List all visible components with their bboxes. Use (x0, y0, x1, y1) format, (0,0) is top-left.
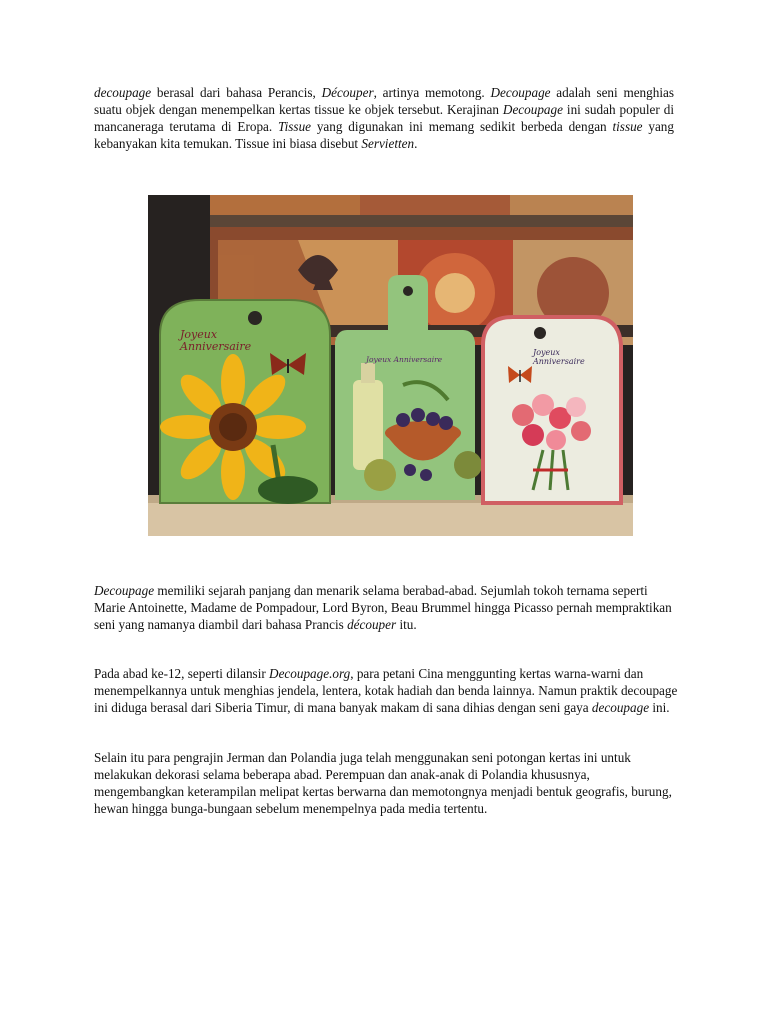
intro-paragraph (94, 84, 674, 152)
term-decouper: découper (347, 617, 397, 632)
text-run: ini sudah populer di mancaneraga terutama di Eropa. (94, 102, 674, 134)
text-run: , para petani Cina menggunting kertas warna-warni dan menempelkannya untuk menghias jendela, lentera, kotak hadiah dan benda lainnya. Namun praktik decoupage ini diduga berasal dari Siberia Timur, di mana banyak makam di sana dihias dengan seni gaya (94, 666, 678, 715)
text-run: yang digunakan ini memang sedikit berbeda dengan (311, 119, 613, 134)
term-decouper: Découper (321, 85, 374, 100)
text-run: Pada abad ke-12, seperti dilansir (94, 666, 270, 681)
text-run: itu. (396, 617, 417, 632)
board-middle-label: Joyeux Anniversaire (366, 355, 443, 364)
text-run: ini. (649, 700, 670, 715)
board-left-label-line1: Joyeux (180, 328, 218, 341)
text-run: berasal dari bahasa Perancis, (151, 85, 322, 100)
term-decoupage: Decoupage (94, 583, 155, 598)
term-decoupage: decoupage (94, 85, 152, 100)
term-servietten: Servietten (361, 136, 415, 151)
text-run: yang kebanyakan kita temukan. Tissue ini biasa disebut (94, 119, 674, 151)
source-name: Decoupage.org (269, 666, 351, 681)
origin-paragraph (94, 665, 679, 716)
text-run: . (414, 136, 418, 151)
term-tissue: Tissue (278, 119, 312, 134)
term-tissue: tissue (612, 119, 643, 134)
term-decoupage: Decoupage (502, 102, 563, 117)
text-run: memiliki sejarah panjang dan menarik selama berabad-abad. Sejumlah tokoh ternama seperti Marie Antoinette, Madame de Pompadour, Lord Byron, Beau Brummel hingga Picasso pernah mempraktikan seni yang namanya diambil dari bahasa Prancis (94, 583, 672, 632)
term-decoupage: Decoupage (490, 85, 551, 100)
term-decoupage: decoupage (591, 700, 650, 715)
text-run: , artinya memotong. (373, 85, 491, 100)
text-run: Selain itu para pengrajin Jerman dan Polandia juga telah menggunakan seni potongan kertas ini untuk melakukan dekorasi selama beberapa abad. Perempuan dan anak-anak di Polandia khususnya, mengembangkan keterampilan melipat kertas berwarna dan memotongnya menjadi bentuk geografis, burung, hewan hingga bunga-bungaan sebelum menempelnya pada media tertentu. (94, 750, 672, 816)
board-right-label-line2: Anniversaire (533, 357, 585, 366)
europe-paragraph (94, 749, 679, 817)
decoupage-boards-photo (148, 195, 633, 536)
board-right-label-line1: Joyeux (533, 348, 560, 357)
text-run: adalah seni menghias suatu objek dengan menempelkan kertas tissue ke objek tersebut. Kerajinan (94, 85, 674, 117)
history-paragraph (94, 582, 679, 633)
board-left-label-line2: Anniversaire (180, 340, 252, 353)
